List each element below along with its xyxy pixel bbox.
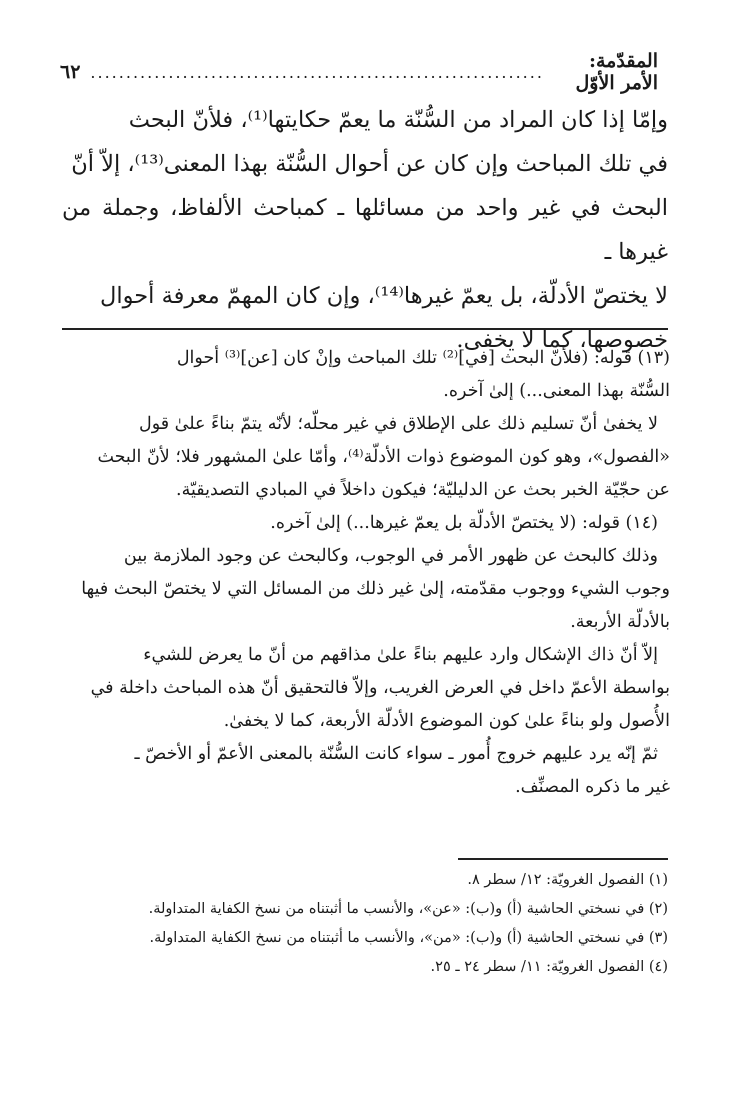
commentary-line: بالأدلّة الأربعة. (570, 612, 670, 632)
commentary-line: وذلك كالبحث عن ظهور الأمر في الوجوب، وكالبحث عن وجود الملازمة بين (123, 546, 658, 566)
main-text (62, 98, 668, 362)
footnote: (١) الفصول الغرويّة: ١٢/ سطر ٨. (467, 872, 668, 888)
footnote: (٣) في نسختي الحاشية (أ) و(ب): «من»، والأنسب ما أثبتناه من نسخ الكفاية المتداولة. (149, 930, 668, 946)
commentary-line: إلاّ أنّ ذاك الإشكال وارد عليهم بناءً علىٰ مذاقهم من أنّ ما يعرض للشيء (143, 645, 658, 665)
main-text-line: في تلك المباحث وإن كان عن أحوال السُّنّة بهذا المعنى⁽¹³⁾، إلاّ أنّ (71, 151, 668, 177)
commentary-line: وجوب الشيء ووجوب مقدّمته، إلىٰ غير ذلك من المسائل التي لا يختصّ البحث فيها (81, 579, 670, 599)
commentary-line: (١٣) قوله: (فلأنّ البحث [في]⁽²⁾ تلك المباحث وإنْ كان [عن]⁽³⁾ أحوال (176, 348, 670, 368)
main-text-line: خصوصها، كما لا يخفى. (456, 327, 668, 353)
commentary-line: ثمّ إنّه يرد عليهم خروج أُمور ـ سواء كانت السُّنّة بالمعنى الأعمّ أو الأخصّ ـ (134, 744, 658, 764)
commentary-line: «الفصول»، وهو كون الموضوع ذوات الأدلّة⁽⁴⁾، وأمّا علىٰ المشهور فلا؛ لأنّ البحث (97, 447, 670, 467)
commentary-line: السُّنّة بهذا المعنى...) إلىٰ آخره. (443, 381, 670, 401)
commentary (62, 342, 670, 804)
main-text-line: لا يختصّ الأدلّة، بل يعمّ غيرها⁽¹⁴⁾، وإن كان المهمّ معرفة أحوال (100, 283, 668, 309)
footnotes (60, 866, 668, 982)
footnote: (٢) في نسختي الحاشية (أ) و(ب): «عن»، والأنسب ما أثبتناه من نسخ الكفاية المتداولة. (148, 901, 668, 917)
main-text-divider (62, 328, 668, 330)
chapter-title: المقدّمة: الأمر الأوّل (575, 50, 658, 94)
commentary-line: (١٤) قوله: (لا يختصّ الأدلّة بل يعمّ غيرها...) إلىٰ آخره. (270, 513, 658, 533)
main-text-line: البحث في غير واحد من مسائلها ـ كمباحث الألفاظ، وجملة من غيرها ـ (62, 195, 668, 265)
commentary-line: غير ما ذكره المصنِّف. (515, 777, 670, 797)
commentary-line: بواسطة الأعمّ داخل في العرض الغريب، وإلاّ فالتحقيق أنّ هذه المباحث داخلة في (90, 678, 670, 698)
footnote: (٤) الفصول الغرويّة: ١١/ سطر ٢٤ ـ ٢٥. (430, 959, 668, 975)
running-header (60, 50, 658, 94)
footnotes-divider (458, 858, 668, 860)
main-text-line: وإمّا إذا كان المراد من السُّنّة ما يعمّ حكايتها⁽¹⁾، فلأنّ البحث (128, 107, 668, 133)
leader-dots: ................................................................ (90, 62, 544, 82)
page-number: ٦٢ (60, 61, 81, 83)
commentary-line: الأُصول ولو بناءً علىٰ كون الموضوع الأدلّة الأربعة، كما لا يخفىٰ. (223, 711, 670, 731)
commentary-line: عن حجّيّة الخبر بحث عن الدليليّة؛ فيكون داخلاً في المبادي التصديقيّة. (176, 480, 670, 500)
commentary-line: لا يخفىٰ أنّ تسليم ذلك على الإطلاق في غير محلّه؛ لأنّه يتمّ بناءً علىٰ قول (138, 414, 658, 434)
